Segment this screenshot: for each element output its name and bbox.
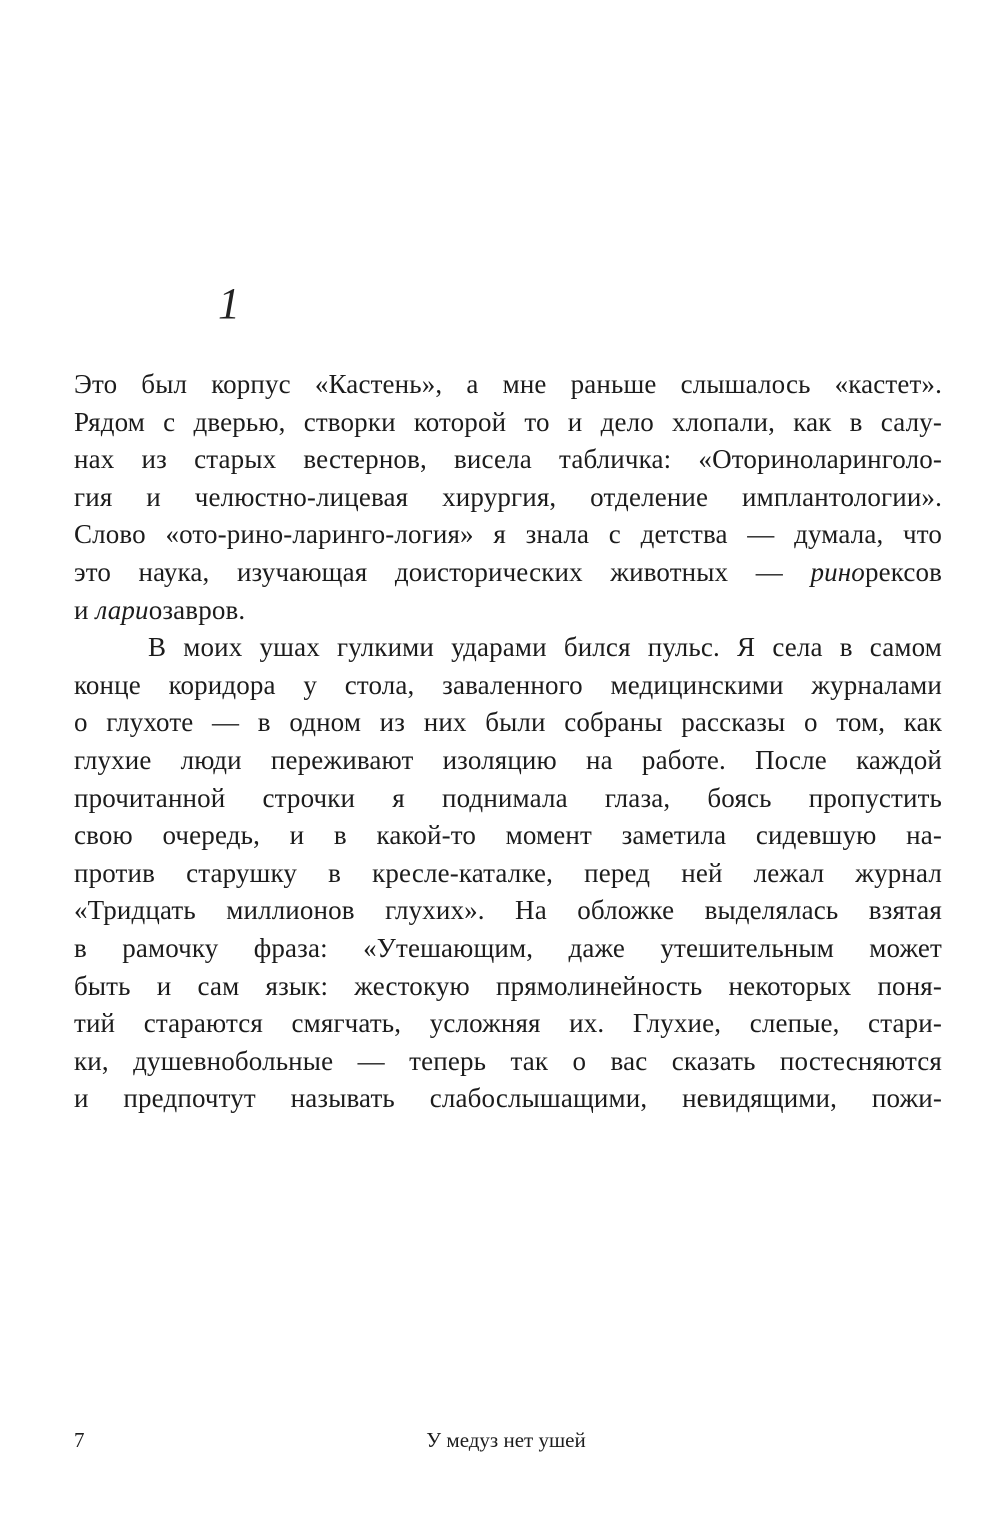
text-fragment: и предпочтут называть слабослышащими, невидящими, пожи- xyxy=(74,1083,942,1114)
text-fragment: Рядом с дверью, створки которой то и дело хлопали, как в салу- xyxy=(74,406,942,437)
body-text xyxy=(74,366,942,1118)
page-footer xyxy=(0,1420,1000,1460)
text-fragment: Слово «ото-рино-ларинго-логия» я знала с детства — думала, что xyxy=(74,519,942,550)
text-fragment: ки, душевнобольные — теперь так о вас сказать постесняются xyxy=(74,1045,942,1076)
text-line xyxy=(74,968,942,1006)
text-fragment: в рамочку фраза: «Утешающим, даже утешительным может xyxy=(74,932,942,963)
text-fragment: и xyxy=(74,594,96,625)
text-line xyxy=(74,930,942,968)
text-line xyxy=(74,366,942,404)
text-line xyxy=(74,1043,942,1081)
text-line xyxy=(74,704,942,742)
text-fragment: озавров. xyxy=(148,594,246,625)
text-line xyxy=(74,592,942,630)
text-line xyxy=(74,742,942,780)
text-fragment: В моих ушах гулкими ударами бился пульс. Я села в самом xyxy=(148,632,942,663)
text-fragment: нах из старых вестернов, висела табличка: «Оториноларинголо- xyxy=(74,444,942,475)
text-line xyxy=(74,1005,942,1043)
text-line xyxy=(74,554,942,592)
text-fragment: прочитанной строчки я поднимала глаза, боясь пропустить xyxy=(74,782,942,813)
text-fragment: это наука, изучающая доисторических животных — xyxy=(74,556,811,587)
text-fragment: глухие люди переживают изоляцию на работе. После каждой xyxy=(74,744,942,775)
text-line xyxy=(74,817,942,855)
text-line xyxy=(74,1080,942,1118)
text-line xyxy=(74,780,942,818)
text-line xyxy=(74,892,942,930)
text-line xyxy=(74,479,942,517)
paragraph xyxy=(74,629,942,1118)
text-fragment: против старушку в кресле-каталке, перед ней лежал журнал xyxy=(74,857,942,888)
text-fragment: Это был корпус «Кастень», а мне раньше слышалось «кастет». xyxy=(74,369,942,399)
chapter-number: 1 xyxy=(218,279,240,328)
text-fragment: «Тридцать миллионов глухих». На обложке выделялась взятая xyxy=(74,895,942,926)
text-fragment: рексов xyxy=(864,556,942,587)
text-fragment: свою очередь, и в какой-то момент заметила сидевшую на- xyxy=(74,820,942,851)
text-line xyxy=(74,667,942,705)
text-line xyxy=(74,629,942,667)
text-line xyxy=(74,516,942,554)
italic-fragment: лари xyxy=(95,594,149,625)
text-fragment: гия и челюстно-лицевая хирургия, отделение имплантологии». xyxy=(74,481,942,512)
text-fragment: конце коридора у стола, заваленного медицинскими журналами xyxy=(74,669,942,700)
text-fragment: тий стараются смягчать, усложняя их. Глухие, слепые, стари- xyxy=(74,1008,942,1039)
text-line xyxy=(74,404,942,442)
text-fragment: быть и сам язык: жестокую прямолинейность некоторых поня- xyxy=(74,970,942,1001)
italic-fragment: рино xyxy=(810,556,865,587)
running-title: У медуз нет ушей xyxy=(426,1428,586,1452)
text-fragment: о глухоте — в одном из них были собраны рассказы о том, как xyxy=(74,707,942,738)
paragraph xyxy=(74,366,942,629)
text-line xyxy=(74,441,942,479)
page-number: 7 xyxy=(74,1428,85,1452)
text-line xyxy=(74,855,942,893)
